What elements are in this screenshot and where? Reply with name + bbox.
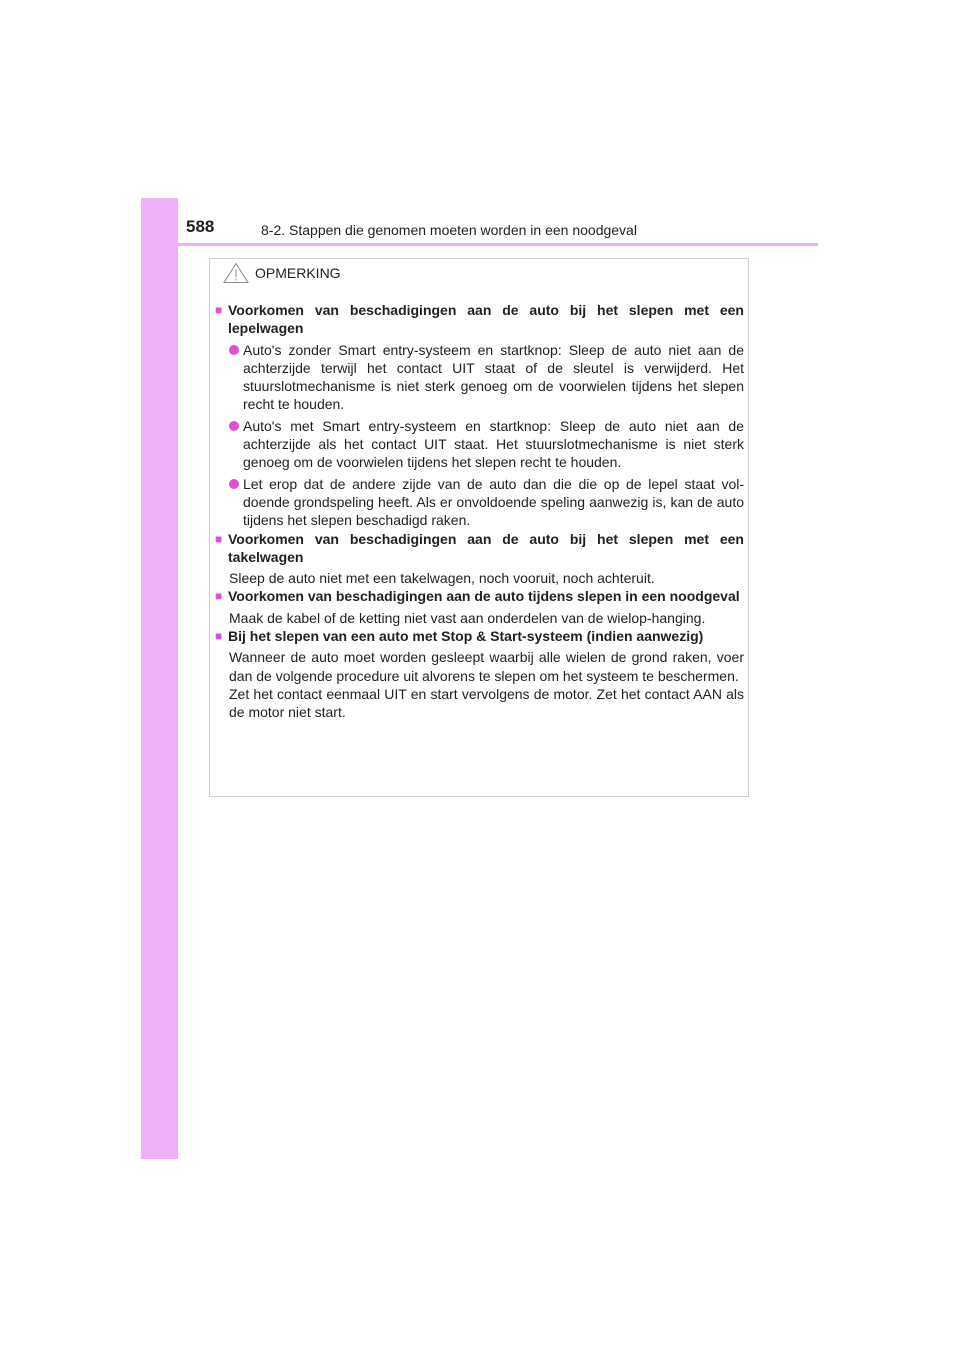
section-heading: ■ Voorkomen van beschadigingen aan de auto bij het slepen met een lepelwagen	[215, 302, 744, 337]
square-bullet-icon: ■	[215, 531, 223, 546]
notice-section	[215, 301, 744, 530]
page-header	[141, 198, 818, 246]
chapter-side-tab	[141, 198, 178, 1159]
circle-bullet-icon	[229, 479, 239, 489]
notice-heading	[223, 259, 623, 287]
square-bullet-icon: ■	[215, 589, 223, 604]
notice-section	[215, 627, 744, 721]
section-heading: ■ Voorkomen van beschadigingen aan de auto bij het slepen met een takelwagen	[215, 530, 744, 565]
notice-title: OPMERKING	[255, 265, 341, 281]
section-text: Wanneer de auto moet worden gesleept waarbij alle wielen de grond raken, voer dan de volgende procedure uit alvorens te slepen om het systeem te beschermen. Zet het contact eenmaal UIT en start vervolgens de motor. Zet het contact AAN als de motor niet start.	[229, 649, 744, 721]
list-item: Auto's met Smart entry-systeem en startknop: Sleep de auto niet aan de achterzijde als het contact UIT staat. Het stuurslotmechanisme is niet sterk genoeg om de voorwielen tijdens het slepen recht te houden.	[215, 417, 744, 472]
circle-bullet-icon	[229, 345, 239, 355]
list-item: Auto's zonder Smart entry-systeem en startknop: Sleep de auto niet aan de achterzijde terwijl het contact UIT staat of de sleutel is verwijderd. Het stuurslotmechanisme is niet sterk genoeg om de voorwielen tijdens het slepen recht te houden.	[215, 341, 744, 414]
notice-section	[215, 530, 744, 588]
notice-box	[209, 258, 749, 797]
warning-triangle-icon	[223, 262, 249, 284]
square-bullet-icon: ■	[215, 629, 223, 644]
page-number: 588	[186, 217, 215, 236]
circle-bullet-icon	[229, 421, 239, 431]
header-divider	[141, 243, 818, 246]
section-heading: ■ Voorkomen van beschadigingen aan de auto tijdens slepen in een noodgeval	[215, 588, 740, 605]
list-item: Let erop dat de andere zijde van de auto dan die die op de lepel staat vol-doende grondspeling heeft. Als er onvoldoende speling aanwezig is, kan de auto tijdens het slepen beschadigd raken.	[215, 475, 744, 530]
section-title: 8-2. Stappen die genomen moeten worden in een noodgeval	[261, 222, 637, 238]
section-heading: ■ Bij het slepen van een auto met Stop & Start-systeem (indien aanwezig)	[215, 628, 704, 645]
section-text: Sleep de auto niet met een takelwagen, noch vooruit, noch achteruit.	[229, 570, 655, 587]
square-bullet-icon: ■	[215, 303, 223, 317]
notice-body	[215, 301, 744, 722]
notice-section	[215, 587, 744, 627]
section-text: Maak de kabel of de ketting niet vast aan onderdelen van de wielop-hanging.	[229, 609, 706, 626]
